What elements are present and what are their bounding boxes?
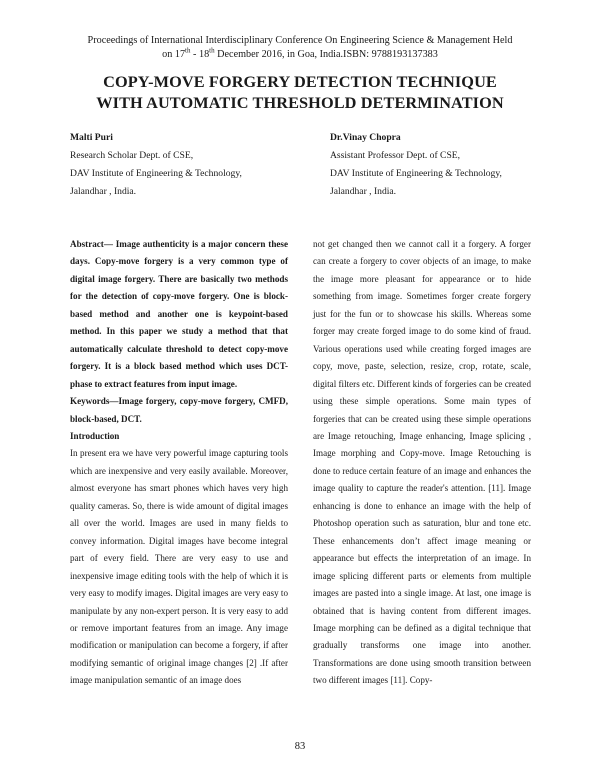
author-name: Malti Puri xyxy=(70,132,113,143)
page-number: 83 xyxy=(294,741,306,752)
author-city: Jalandhar , India. xyxy=(330,186,397,197)
author-block-1 xyxy=(70,129,242,201)
author-institute: DAV Institute of Engineering & Technology, xyxy=(330,168,502,179)
author-city: Jalandhar , India. xyxy=(70,186,137,197)
author-affiliation: Research Scholar Dept. of CSE, xyxy=(70,150,194,161)
author-institute: DAV Institute of Engineering & Technology, xyxy=(70,168,242,179)
title-line-2: WITH AUTOMATIC THRESHOLD DETERMINATION xyxy=(96,93,504,112)
paper-title xyxy=(40,71,560,113)
abstract-paragraph: Abstract— Image authenticity is a major concern these days. Copy-move forgery is a very common type of digital image forgery. There are basically two methods for the detection of copy-move forgery. One is block-based method and another one is keypoint-based method. In this paper we study a method that that automatically calculate threshold to detect copy-move forgery. It is a block based method which uses DCT-phase to extract features from input image. xyxy=(70,239,288,389)
author-affiliation: Assistant Professor Dept. of CSE, xyxy=(330,150,461,161)
keywords-paragraph: Keywords—Image forgery, copy-move forgery, CMFD, block-based, DCT. xyxy=(70,396,288,424)
right-column xyxy=(313,236,531,690)
author-name: Dr.Vinay Chopra xyxy=(330,132,401,143)
title-line-1: COPY-MOVE FORGERY DETECTION TECHNIQUE xyxy=(103,72,497,91)
author-block-2 xyxy=(330,129,502,201)
introduction-heading: Introduction xyxy=(70,430,120,441)
header-line-2: on 17th - 18th December 2016, in Goa, India.ISBN: 9788193137383 xyxy=(162,46,438,60)
header-line-1: Proceedings of International Interdisciplinary Conference On Engineering Science & Management Held xyxy=(87,35,513,46)
left-column xyxy=(70,236,288,690)
intro-paragraph-right: not get changed then we cannot call it a forgery. A forger can create a forgery to cover objects of an image, to make the image more pleasant for appearance or to hide something from image. Sometimes forger create forgery just for the fun or to showcase his skills. Whereas some forger may create forged image to do some kind of fraud. Various operations used while creating forged images are copy, move, paste, selection, resize, crop, rotate, scale, digital filters etc. Different kinds of forgeries can be created using these simple operations. Some main types of forgeries that can be created using these simple operations are Image retouching, Image enhancing, Image splicing , Image morphing and Copy-move. Image Retouching is done to reduce certain feature of an image and enhances the image quality to capture the reader's attention. [11]. Image enhancing is done to enhance an image with the help of Photoshop operation such as saturation, blur and tone etc. These enhancements don’t affect image meaning or appearance but effects the interpretation of an image. In image splicing different parts or elements from multiple images are pasted into a single image. At last, one image is obtained that is having content from different images. Image morphing can be defined as a digital technique that gradually transforms one image into another. Transformations are done using smooth transition between two different images [11]. Copy- xyxy=(313,239,531,686)
intro-paragraph-left: In present era we have very powerful image capturing tools which are inexpensive and very easily available. Moreover, almost everyone has smart phones which haves very high quality cameras. So, there is wide amount of digital images all over the world. Images are used in many fields to convey information. Digital images have become integral part of every field. There are very easy to use and inexpensive image editing tools with the help of which it is very easy to modify images. Digital images are very easy to manipulate by any non-expert person. It is very easy to add or remove important features from an image. Any image modification or manipulation can become a forgery, if after modifying semantic of original image changes [2] .If after image manipulation semantic of an image does xyxy=(70,448,288,686)
conference-header xyxy=(40,34,560,62)
